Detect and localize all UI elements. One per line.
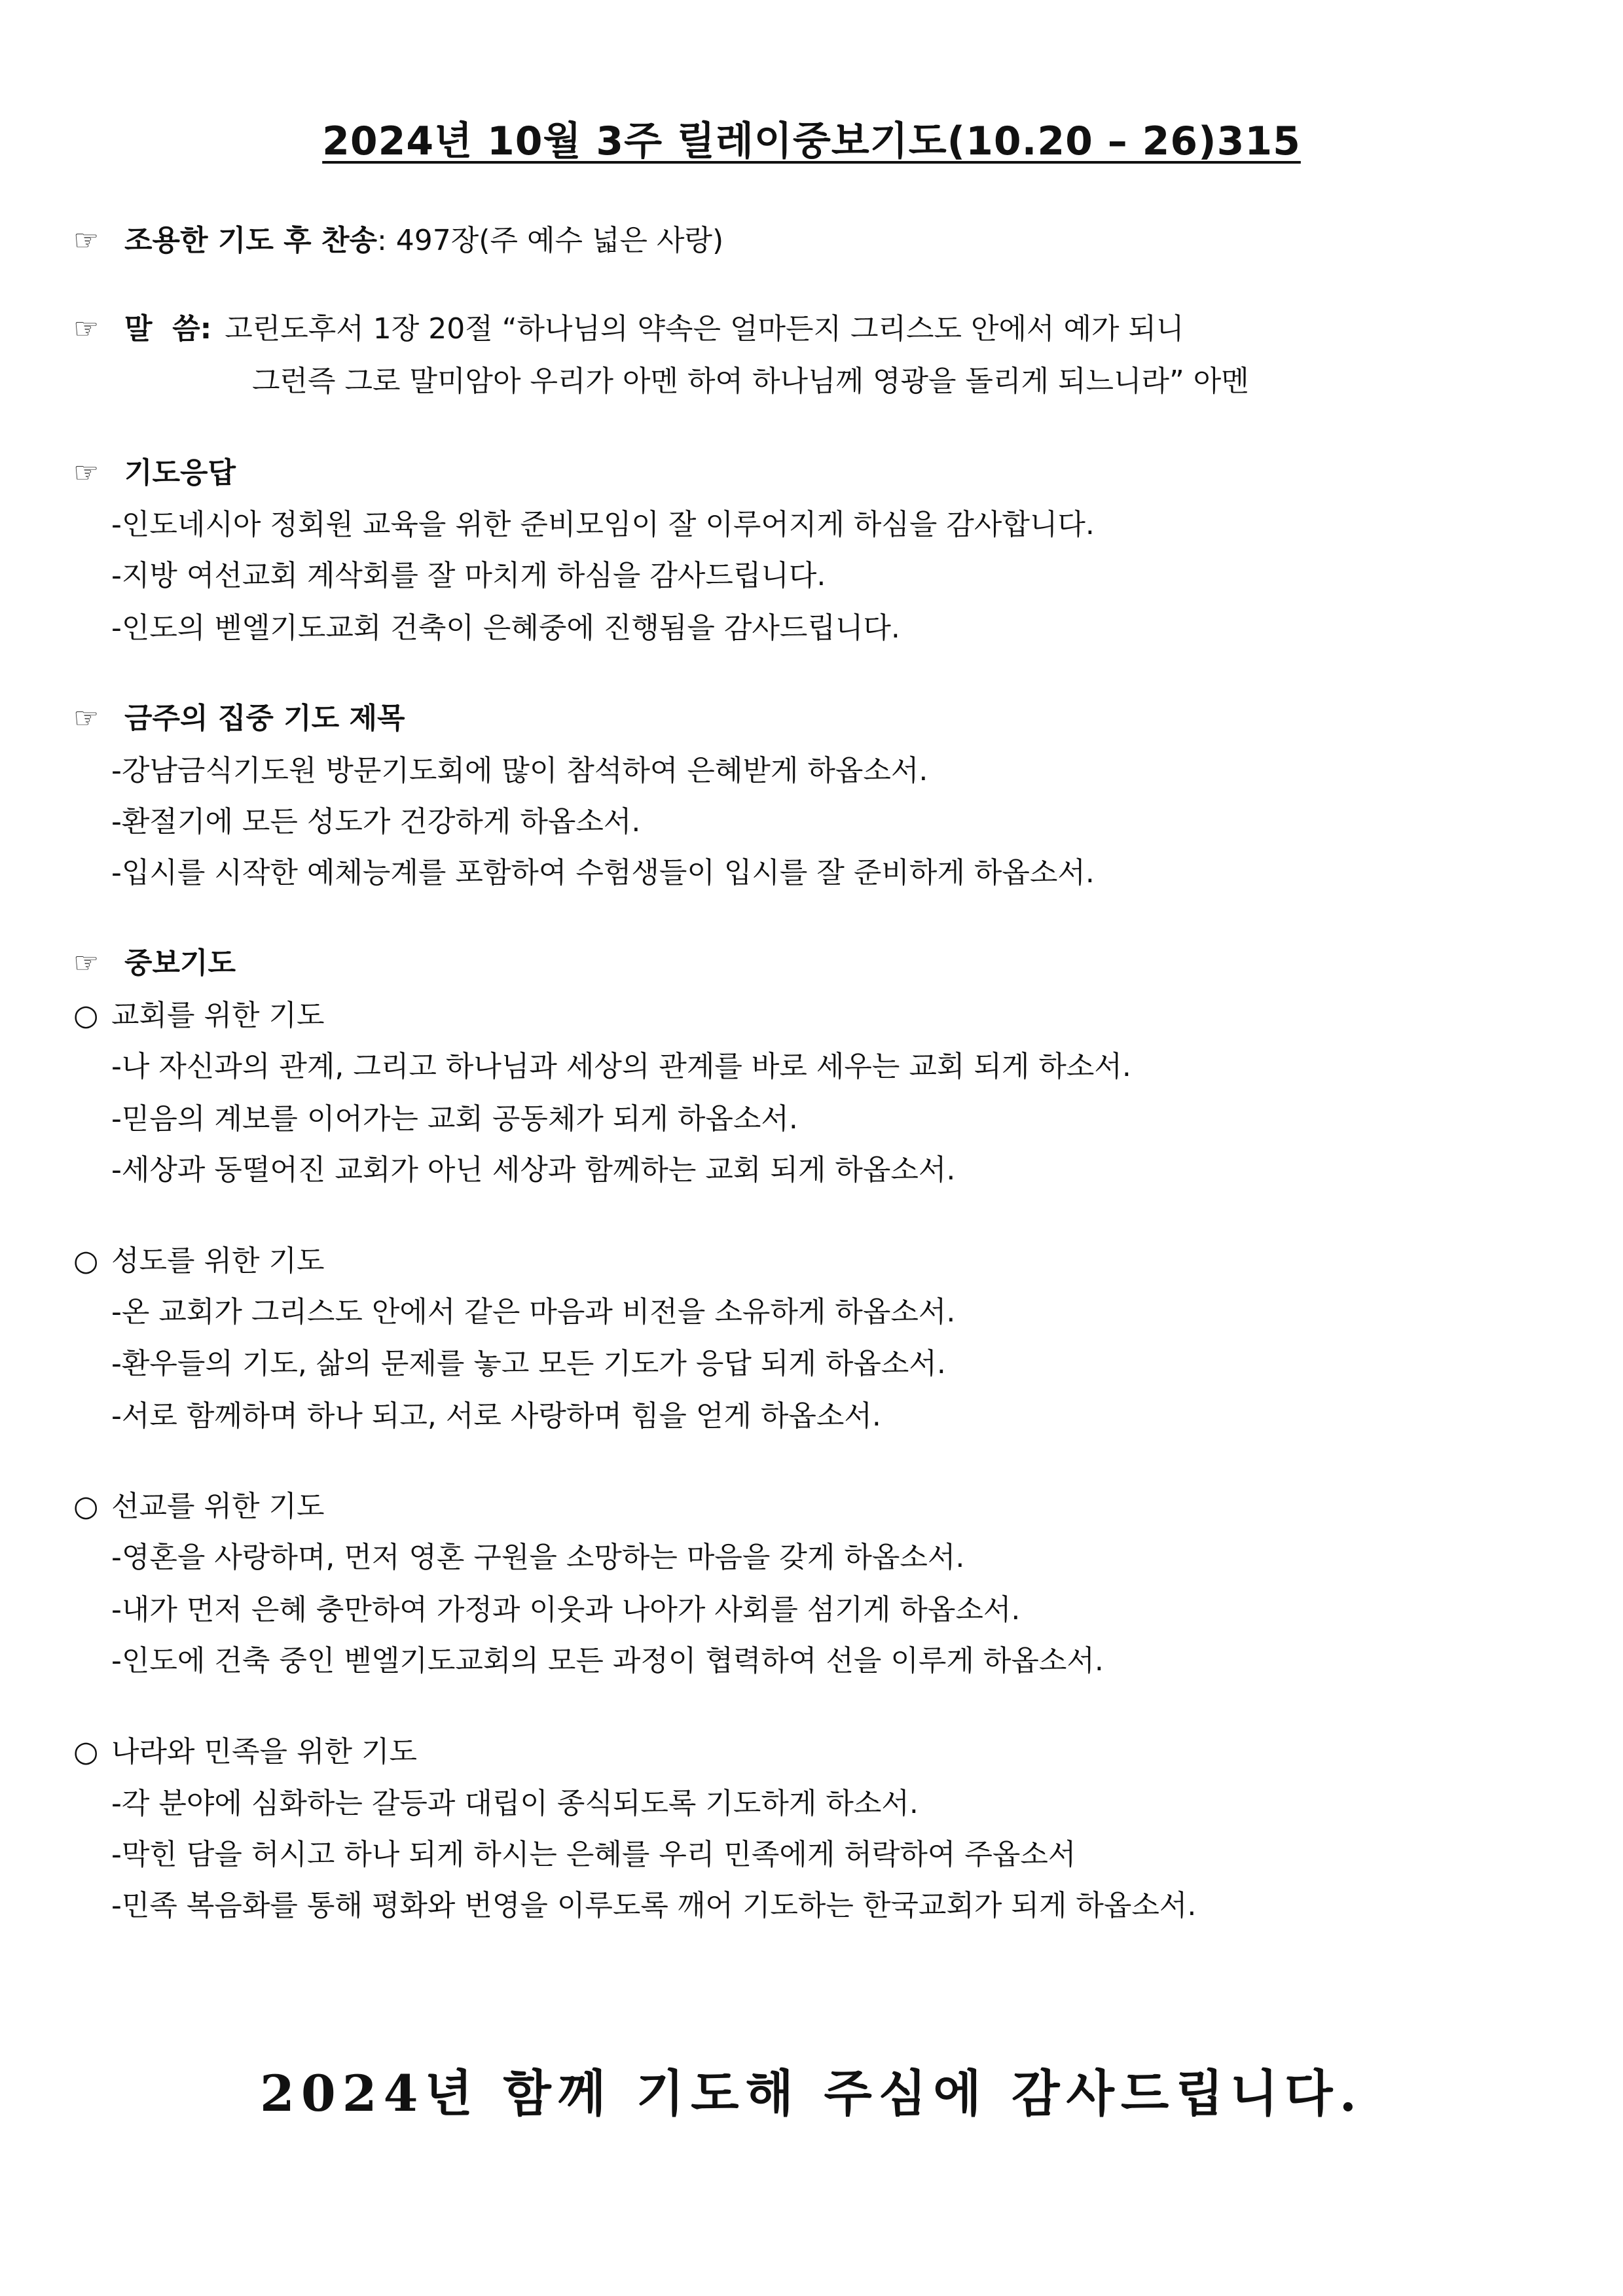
prayer-item: -내가 먼저 은혜 충만하여 가정과 이웃과 나아가 사회를 섬기게 하옵소서. [111, 1593, 1021, 1626]
group-title-text: 교회를 위한 기도 [111, 999, 325, 1032]
focus-item: -입시를 시작한 예체능계를 포함하여 수험생들이 입시를 잘 준비하게 하옵소서. [111, 856, 1095, 889]
focus-item: -강남금식기도원 방문기도회에 많이 참석하여 은혜받게 하옵소서. [111, 754, 928, 787]
pointing-hand-icon: ☞ [73, 946, 100, 980]
prayer-item: -각 분야에 심화하는 갈등과 대립이 종식되도록 기도하게 하소서. [111, 1787, 919, 1820]
prayer-item: -나 자신과의 관계, 그리고 하나님과 세상의 관계를 바로 세우는 교회 되게 하소서. [111, 1050, 1131, 1083]
hymn-text: : 497장(주 예수 넓은 사랑) [377, 224, 724, 257]
focus-heading [73, 699, 405, 738]
answer-item: -지방 여선교회 계삭회를 잘 마치게 하심을 감사드립니다. [111, 559, 826, 592]
answer-item: -인도의 벧엘기도교회 건축이 은혜중에 진행됨을 감사드립니다. [111, 611, 900, 645]
circle-bullet-icon: ○ [73, 999, 99, 1032]
prayer-item: -믿음의 계보를 이어가는 교회 공동체가 되게 하옵소서. [111, 1102, 798, 1136]
scripture-line-1 [73, 310, 1184, 349]
pointing-hand-icon: ☞ [73, 312, 100, 346]
intercession-heading-text: 중보기도 [124, 946, 236, 980]
prayer-item: -영혼을 사랑하며, 먼저 영혼 구원을 소망하는 마음을 갖게 하옵소서. [111, 1541, 965, 1574]
page-title [0, 110, 1623, 166]
group-title-church [73, 996, 325, 1035]
prayer-item: -막힌 담을 허시고 하나 되게 하시는 은혜를 우리 민족에게 허락하여 주옵소서 [111, 1838, 1076, 1871]
closing-message: 2024년 함께 기도해 주심에 감사드립니다. [259, 2064, 1364, 2123]
group-title-text: 성도를 위한 기도 [111, 1244, 325, 1278]
intercession-heading [73, 944, 236, 983]
answer-item: -인도네시아 정회원 교육을 위한 준비모임이 잘 이루어지게 하심을 감사합니다. [111, 508, 1095, 541]
group-title-saints [73, 1242, 325, 1281]
prayer-item: -세상과 동떨어진 교회가 아닌 세상과 함께하는 교회 되게 하옵소서. [111, 1153, 956, 1187]
scripture-text-1: 고린도후서 1장 20절 “하나님의 약속은 얼마든지 그리스도 안에서 예가 되니 [225, 312, 1184, 346]
hymn-label: 조용한 기도 후 찬송 [124, 224, 377, 257]
focus-heading-text: 금주의 집중 기도 제목 [124, 702, 405, 735]
prayer-item: -민족 복음화를 통해 평화와 번영을 이루도록 깨어 기도하는 한국교회가 되게 하옵소서. [111, 1889, 1197, 1922]
pointing-hand-icon: ☞ [73, 224, 100, 257]
circle-bullet-icon: ○ [73, 1490, 99, 1523]
group-title-mission [73, 1487, 325, 1526]
answers-heading-text: 기도응답 [124, 456, 236, 490]
scripture-line-2: 그런즉 그로 말미암아 우리가 아멘 하여 하나님께 영광을 돌리게 되느니라” 아멘 [252, 365, 1249, 398]
hymn-line [73, 221, 723, 260]
answers-heading [73, 454, 236, 493]
scripture-label: 말 씀: [124, 312, 212, 346]
prayer-item: -환우들의 기도, 삶의 문제를 놓고 모든 기도가 응답 되게 하옵소서. [111, 1347, 946, 1380]
circle-bullet-icon: ○ [73, 1735, 99, 1768]
pointing-hand-icon: ☞ [73, 456, 100, 490]
pointing-hand-icon: ☞ [73, 702, 100, 735]
focus-item: -환절기에 모든 성도가 건강하게 하옵소서. [111, 805, 641, 838]
page-title-text: 2024년 10월 3주 릴레이중보기도(10.20 – 26)315 [322, 118, 1301, 164]
prayer-item: -온 교회가 그리스도 안에서 같은 마음과 비전을 소유하게 하옵소서. [111, 1295, 956, 1329]
prayer-item: -인도에 건축 중인 벧엘기도교회의 모든 과정이 협력하여 선을 이루게 하옵소서. [111, 1644, 1104, 1677]
group-title-text: 나라와 민족을 위한 기도 [111, 1735, 417, 1768]
prayer-item: -서로 함께하며 하나 되고, 서로 사랑하며 힘을 얻게 하옵소서. [111, 1399, 881, 1433]
circle-bullet-icon: ○ [73, 1244, 99, 1278]
group-title-text: 선교를 위한 기도 [111, 1490, 325, 1523]
group-title-nation [73, 1732, 417, 1772]
